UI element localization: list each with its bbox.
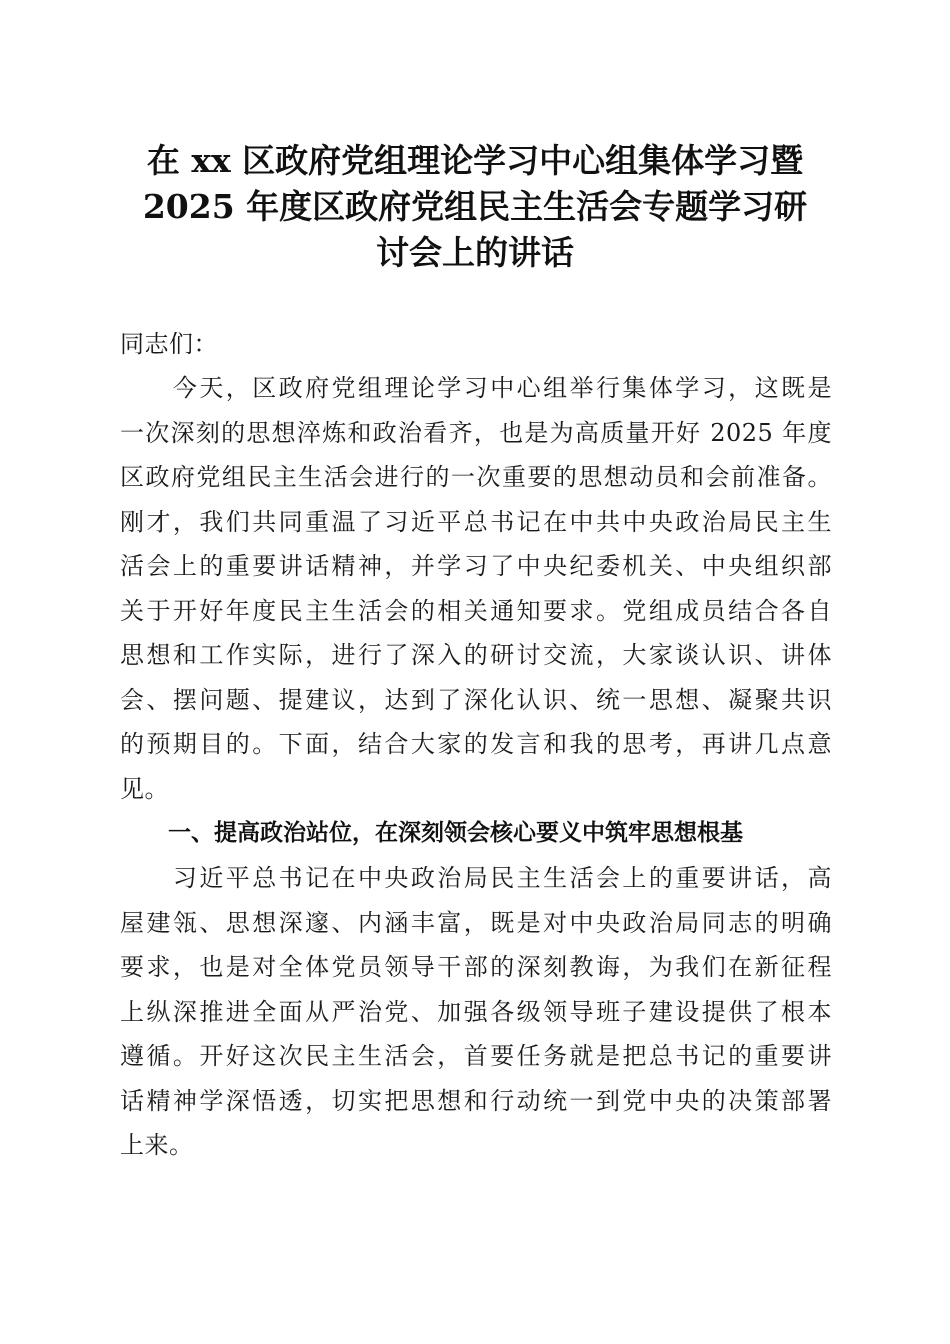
text-line: 会、摆问题、提建议，达到了深化认识、统一思想、凝聚共识 [120, 685, 832, 714]
text-line: 话精神学深悟透，切实把思想和行动统一到党中央的决策部署 [120, 1086, 832, 1115]
text-line: 上来。 [120, 1131, 194, 1159]
section-heading: 一、提高政治站位，在深刻领会核心要义中筑牢思想根基 [168, 820, 743, 846]
title-line: 讨会上的讲话 [376, 233, 574, 272]
title-line: 2025 年度区政府党组民主生活会专题学习研 [142, 187, 808, 226]
text-line: 上纵深推进全面从严治党、加强各级领导班子建设提供了根本 [120, 997, 832, 1026]
text-line: 见。 [120, 774, 169, 803]
text-line: 的预期目的。下面，结合大家的发言和我的思考，再讲几点意 [120, 730, 832, 758]
paragraph-intro [120, 366, 832, 811]
greeting [120, 322, 832, 367]
text-line: 活会上的重要讲话精神，并学习了中央纪委机关、中央组织部 [120, 552, 832, 580]
text-line: 要求，也是对全体党员领导干部的深刻教诲，为我们在新征程 [120, 953, 832, 981]
text-line: 遵循。开好这次民主生活会，首要任务就是把总书记的重要讲 [120, 1042, 832, 1070]
text-line: 一次深刻的思想淬炼和政治看齐，也是为高质量开好 2025 年度 [120, 418, 832, 447]
paragraph-section-one [120, 856, 832, 1168]
text-line: 习近平总书记在中央政治局民主生活会上的重要讲话，高 [120, 864, 832, 892]
text-line: 今天，区政府党组理论学习中心组举行集体学习，这既是 [120, 374, 832, 402]
text-line: 区政府党组民主生活会进行的一次重要的思想动员和会前准备。 [120, 463, 832, 491]
text-line: 刚才，我们共同重温了习近平总书记在中共中央政治局民主生 [120, 507, 832, 536]
greeting-text: 同志们： [120, 330, 218, 358]
title-line: 在 xx 区政府党组理论学习中心组集体学习暨 [146, 141, 804, 180]
text-line: 屋建瓴、思想深邃、内涵丰富，既是对中央政治局同志的明确 [120, 908, 832, 937]
text-line: 思想和工作实际，进行了深入的研讨交流，大家谈认识、讲体 [120, 641, 832, 669]
text-line: 关于开好年度民主生活会的相关通知要求。党组成员结合各自 [120, 596, 832, 625]
document-title [100, 138, 850, 276]
